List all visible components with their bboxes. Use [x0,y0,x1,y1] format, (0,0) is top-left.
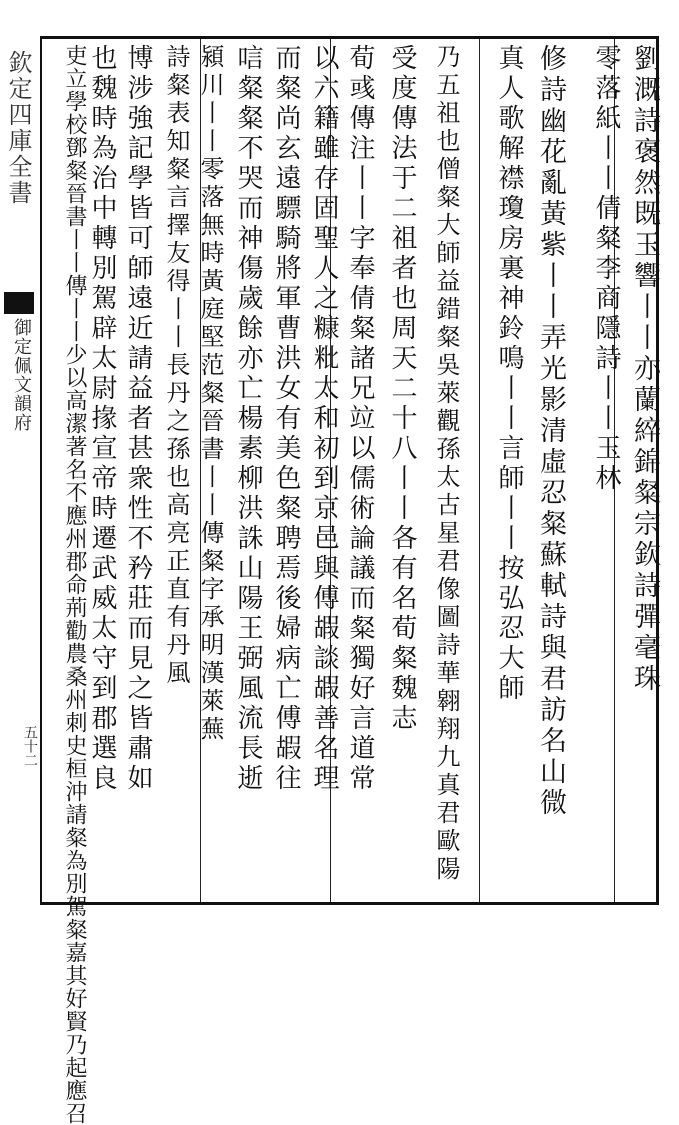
text-column: 受度傳法于二祖者也周天二十八丨丨各有名荀粲魏志 [387,44,417,734]
text-column: 零落紙丨丨倩粲李商隱詩丨丨玉林 [591,44,621,494]
margin-book-title: 欽定四庫全書 [4,50,32,206]
text-column [40,44,76,132]
text-column: 真人歌解襟瓊房裏神鈴鳴丨丨言師丨丨按弘忍大師 [494,44,524,704]
text-column: 荀彧傳注丨丨字奉倩粲諸兄竝以儒術論議而粲獨好言道常 [345,44,375,794]
text-column: 劉溉詩褒然既玉響丨丨亦蘭綷錦粲宗欽詩彈毫珠 [629,44,660,695]
text-column: 吏立學校鄧粲晉書丨丨傳丨丨少以高潔著名不應州郡命荊勸農桑州刺史桓沖請粲為別駕粲嘉其好賢乃起應召 [62,44,87,1125]
page-number: 五十二 [22,725,38,767]
text-column: 也魏時為治中轉別駕辟太尉掾宣帝時遷武威太守到郡選良 [87,44,117,794]
text-column: 以六籍雖存固聖人之糠粃太和初到京邑與傅嘏談嘏善名理 [309,44,339,794]
text-column: 潁川丨丨零落無時黃庭堅范粲晉書丨丨傳粲字承明漢萊蕪 [196,44,224,744]
text-column: 乃五祖也僧粲大師益錯粲吳萊觀孫太古星君像圖詩華翱翔九真君歐陽 [432,44,460,884]
text-column: 修詩幽花亂黃紫丨丨弄光影清虛忍粲蘇軾詩與君訪名山微 [535,44,566,819]
column-rule [479,39,480,902]
fishtail-mark [4,292,34,314]
frame-bottom-border [40,902,659,905]
margin-section-title: 御定佩文韻府 [11,318,32,432]
text-column: 唁粲粲不哭而神傷歲餘亦亡楊素柳洪誅山陽王弼風流長逝 [233,44,263,794]
text-column: 詩粲表知粲言擇友得丨丨長丹之孫也高亮正直有丹風 [162,44,190,688]
text-column: 而粲尚玄遠驃騎將軍曹洪女有美色粲聘焉後婦病亡傅嘏往 [271,44,301,794]
frame-top-border [40,36,659,39]
text-column: 博涉強記學皆可師遠近請益者甚衆性不矜莊而見之皆肅如 [123,44,153,794]
